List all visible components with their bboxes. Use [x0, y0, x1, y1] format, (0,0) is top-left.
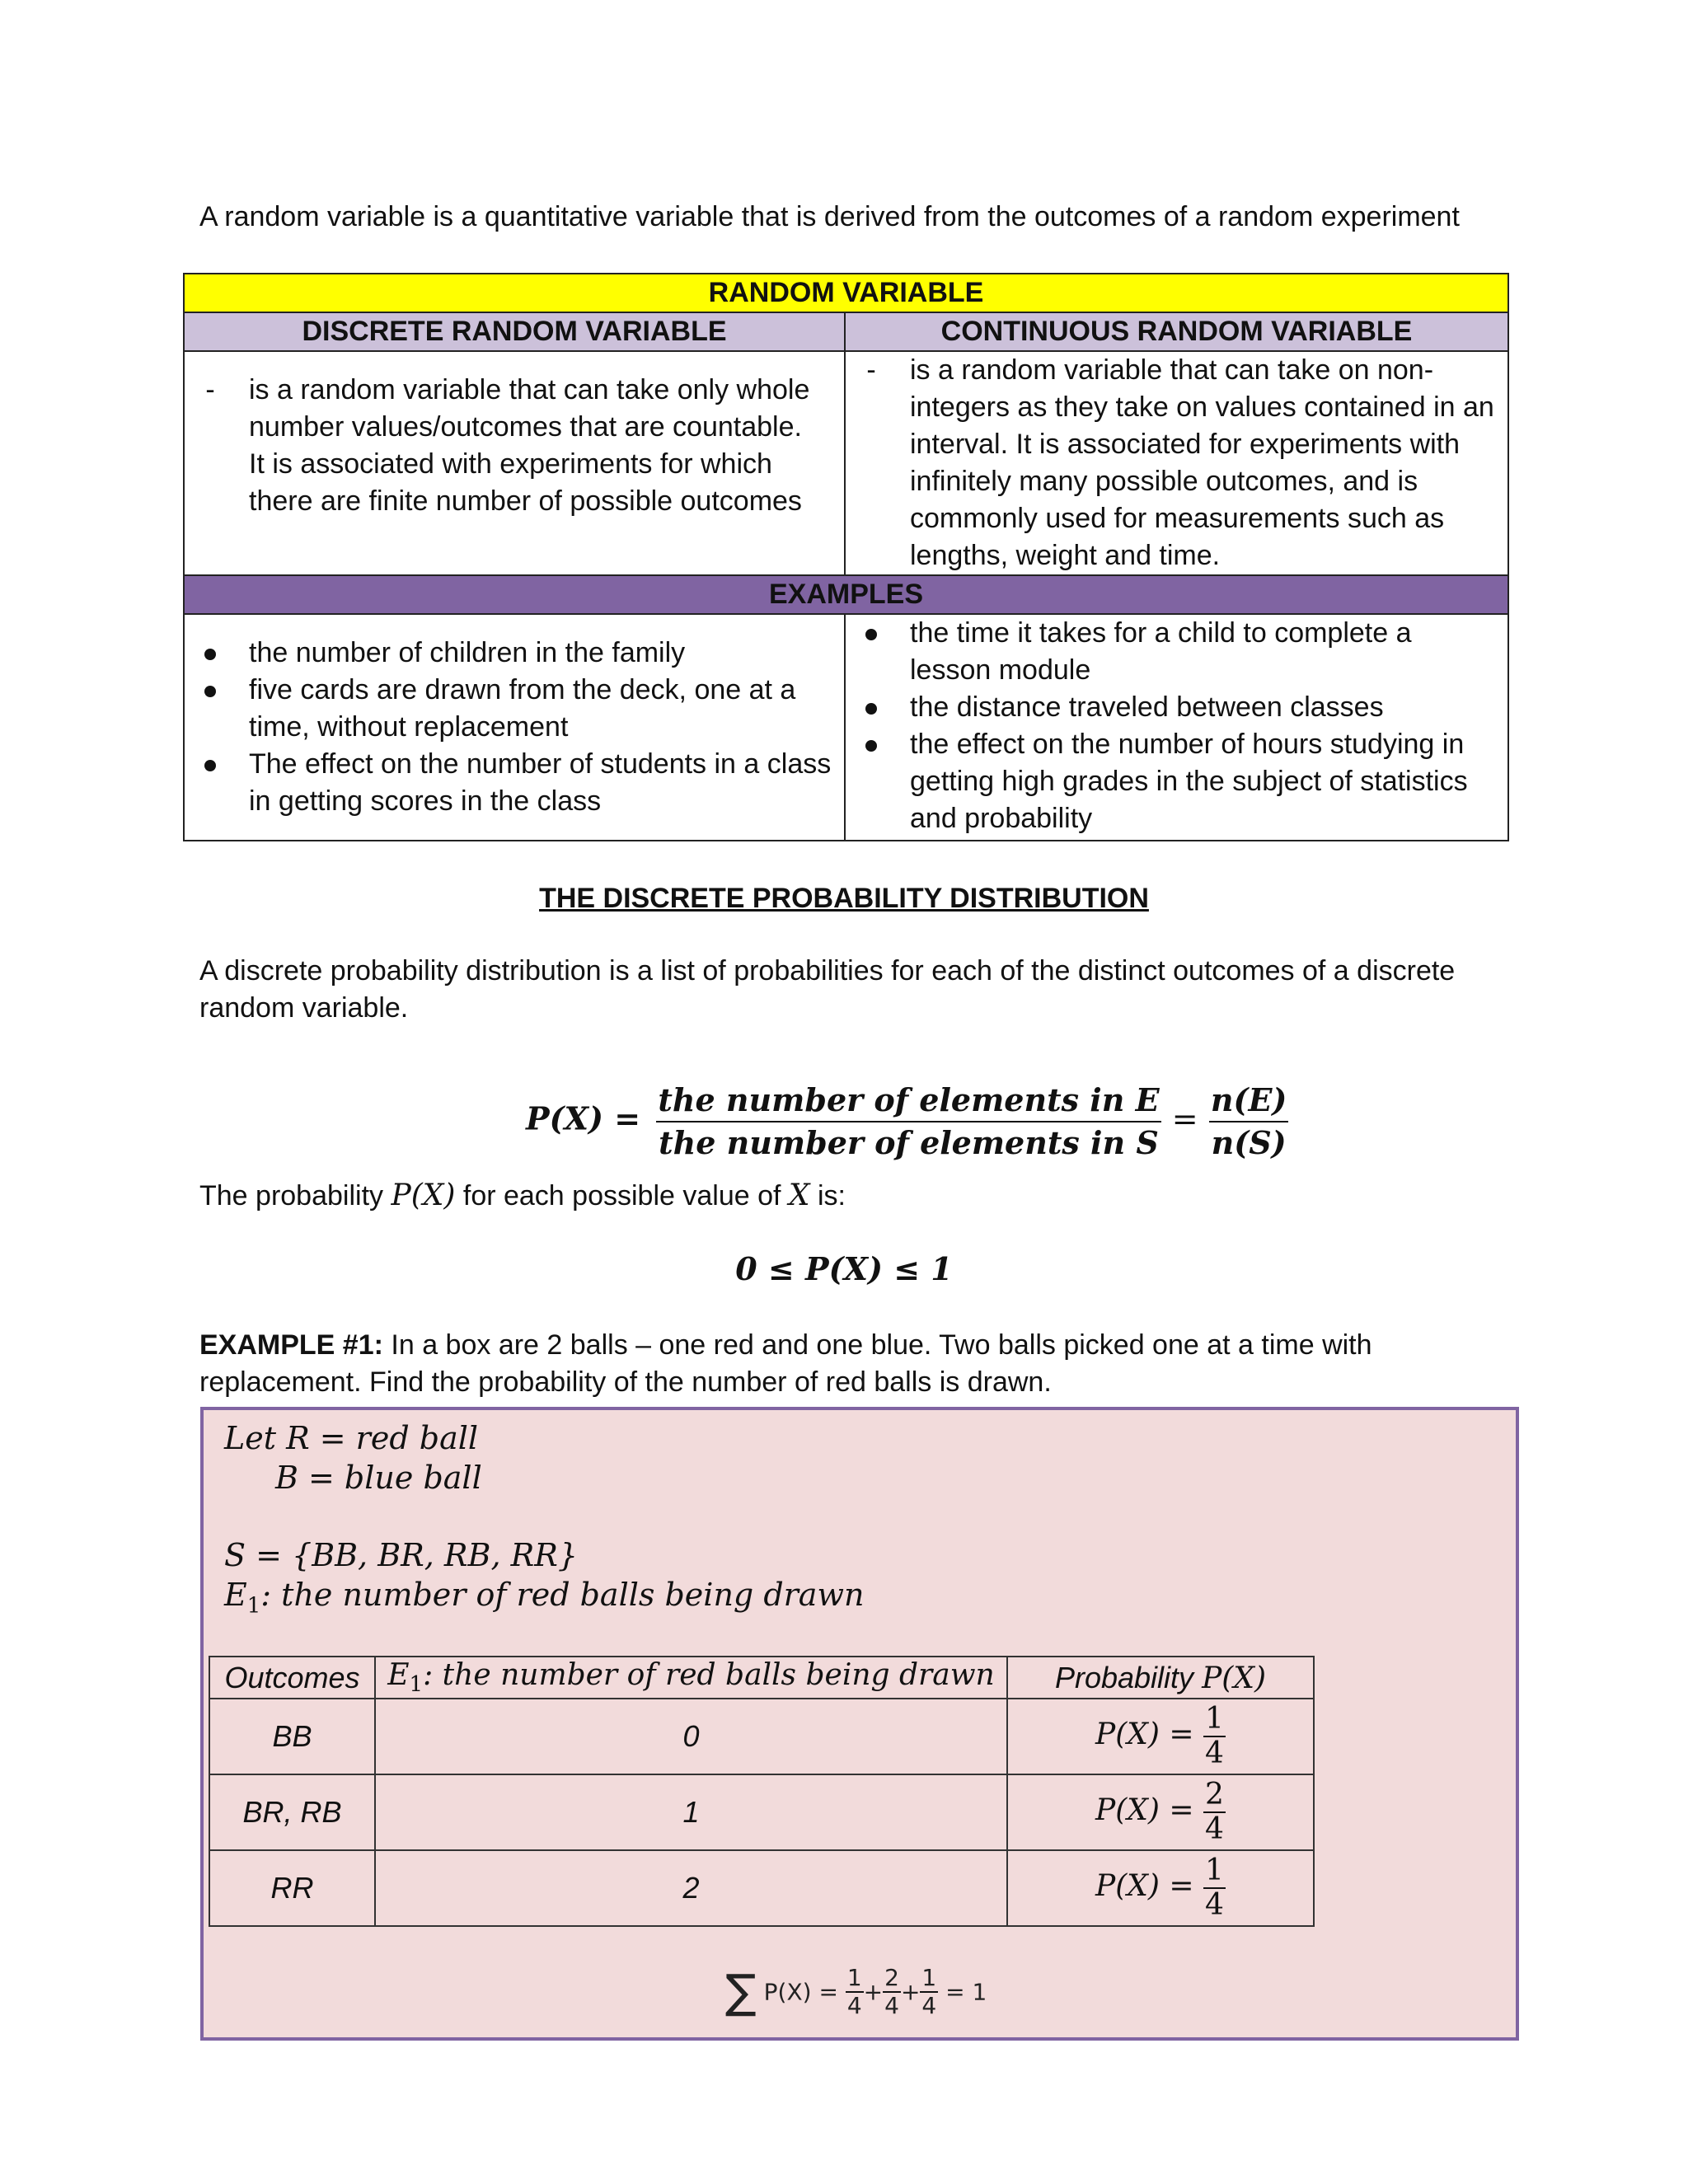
continuous-examples-cell	[845, 614, 1508, 841]
bullet-icon	[204, 686, 216, 697]
example-line: in getting scores in the class	[249, 785, 602, 817]
example-line: and probability	[910, 803, 1093, 834]
event-definition: $E_1$: the number of red balls being drawn	[224, 1577, 865, 1619]
continuous-definition-cell	[845, 351, 1508, 575]
formula-fraction	[656, 1080, 1160, 1164]
bullet-icon	[865, 740, 877, 752]
sigma-icon: ∑	[725, 1965, 757, 2019]
example-line: lesson module	[910, 654, 1091, 686]
example-line: getting high grades in the subject of statistics	[910, 766, 1468, 797]
list-item	[846, 726, 1507, 837]
continuous-def-line: interval. It is associated for experiments with	[910, 429, 1461, 460]
list-item	[846, 689, 1507, 726]
example-line: the number of children in the family	[249, 637, 686, 668]
example-line: the distance traveled between classes	[910, 691, 1384, 723]
bullet-icon	[865, 629, 877, 640]
discrete-examples-cell	[184, 614, 845, 841]
probability-cell: P(X) = $\frac{1}{4}$	[1007, 1850, 1314, 1926]
example-line: five cards are drawn from the deck, one at a	[249, 674, 796, 705]
sum-equation: ∑ P(X) = $\frac{1}{4}$ + $\frac{2}{4}$ + $\frac{1}{4}$ = 1	[725, 1964, 987, 2019]
example-line: The effect on the number of students in a class	[249, 748, 832, 780]
formula-numerator-2: n(E)	[1209, 1080, 1289, 1122]
example-line: the time it takes for a child to complete a	[910, 617, 1412, 649]
example-line: the effect on the number of hours studying in	[910, 729, 1465, 760]
continuous-def-line: is a random variable that can take on non-	[910, 354, 1434, 386]
probability-statement: The probability P(X) for each possible value of X is:	[199, 1179, 846, 1212]
list-item	[846, 615, 1507, 689]
probability-cell: P(X) = $\frac{2}{4}$	[1007, 1774, 1314, 1850]
formula	[526, 1080, 1288, 1164]
examples-header: EXAMPLES	[184, 575, 1508, 614]
event-header: $E_1$: the number of red balls being drawn	[375, 1657, 1007, 1699]
example-statement-line2: replacement. Find the probability of the number of red balls is drawn.	[199, 1366, 1052, 1398]
formula-equals: =	[1171, 1100, 1198, 1137]
sample-space: S = {BB, BR, RB, RR}	[224, 1537, 579, 1573]
bullet-icon	[204, 649, 216, 660]
discrete-def-line: number values/outcomes that are countable.	[249, 411, 802, 443]
continuous-def-line: lengths, weight and time.	[910, 540, 1221, 571]
formula-numerator: the number of elements in E	[656, 1080, 1160, 1122]
formula-denominator: the number of elements in S	[659, 1124, 1159, 1161]
continuous-def-line: infinitely many possible outcomes, and is	[910, 466, 1418, 497]
list-item	[185, 672, 844, 746]
discrete-header: DISCRETE RANDOM VARIABLE	[184, 312, 845, 351]
outcome-cell: BR, RB	[209, 1774, 375, 1850]
probability-cell: P(X) = $\frac{1}{4}$	[1007, 1699, 1314, 1774]
bullet-icon	[865, 703, 877, 715]
definition-line: A discrete probability distribution is a list of probabilities for each of the distinct outcomes of a discrete	[199, 955, 1456, 987]
formula-denominator-2: n(S)	[1211, 1124, 1287, 1161]
inequality: 0 ≤ P(X) ≤ 1	[735, 1250, 953, 1287]
value-cell: 0	[375, 1699, 1007, 1774]
outcome-cell: RR	[209, 1850, 375, 1926]
let-r-line: Let R = red ball	[224, 1420, 479, 1456]
continuous-def-line: integers as they take on values contained in an	[910, 391, 1494, 423]
outcome-cell: BB	[209, 1699, 375, 1774]
outcomes-table	[209, 1656, 1315, 1927]
example-line: time, without replacement	[249, 711, 569, 743]
discrete-def-line: there are finite number of possible outcomes	[249, 485, 802, 517]
random-variable-table	[183, 273, 1509, 841]
discrete-definition-cell	[184, 351, 845, 575]
discrete-def-line: It is associated with experiments for which	[249, 448, 772, 480]
continuous-header: CONTINUOUS RANDOM VARIABLE	[845, 312, 1508, 351]
discrete-def-line: is a random variable that can take only whole	[249, 374, 810, 405]
table-row	[209, 1774, 1314, 1850]
value-cell: 1	[375, 1774, 1007, 1850]
section-title: THE DISCRETE PROBABILITY DISTRIBUTION	[539, 883, 1149, 914]
continuous-def-line: commonly used for measurements such as	[910, 503, 1445, 534]
example-label: EXAMPLE #1:	[199, 1329, 383, 1361]
table-row	[209, 1699, 1314, 1774]
value-cell: 2	[375, 1850, 1007, 1926]
formula-fraction-2	[1209, 1080, 1289, 1164]
list-item	[185, 635, 844, 672]
bullet-icon	[204, 760, 216, 771]
table-row	[209, 1850, 1314, 1926]
dash-marker: -	[866, 354, 876, 386]
formula-lhs: P(X) =	[526, 1099, 641, 1137]
intro-text: A random variable is a quantitative variable that is derived from the outcomes of a random experiment	[199, 201, 1460, 232]
list-item	[185, 746, 844, 820]
example-statement: EXAMPLE #1: In a box are 2 balls – one red and one blue. Two balls picked one at a time with	[199, 1329, 1372, 1361]
dash-marker: -	[205, 374, 215, 405]
definition-line: random variable.	[199, 992, 409, 1024]
outcomes-header: Outcomes	[209, 1657, 375, 1699]
let-b-line: B = blue ball	[275, 1460, 482, 1496]
probability-header: Probability P(X)	[1007, 1657, 1314, 1699]
rv-table-title: RANDOM VARIABLE	[184, 274, 1508, 312]
